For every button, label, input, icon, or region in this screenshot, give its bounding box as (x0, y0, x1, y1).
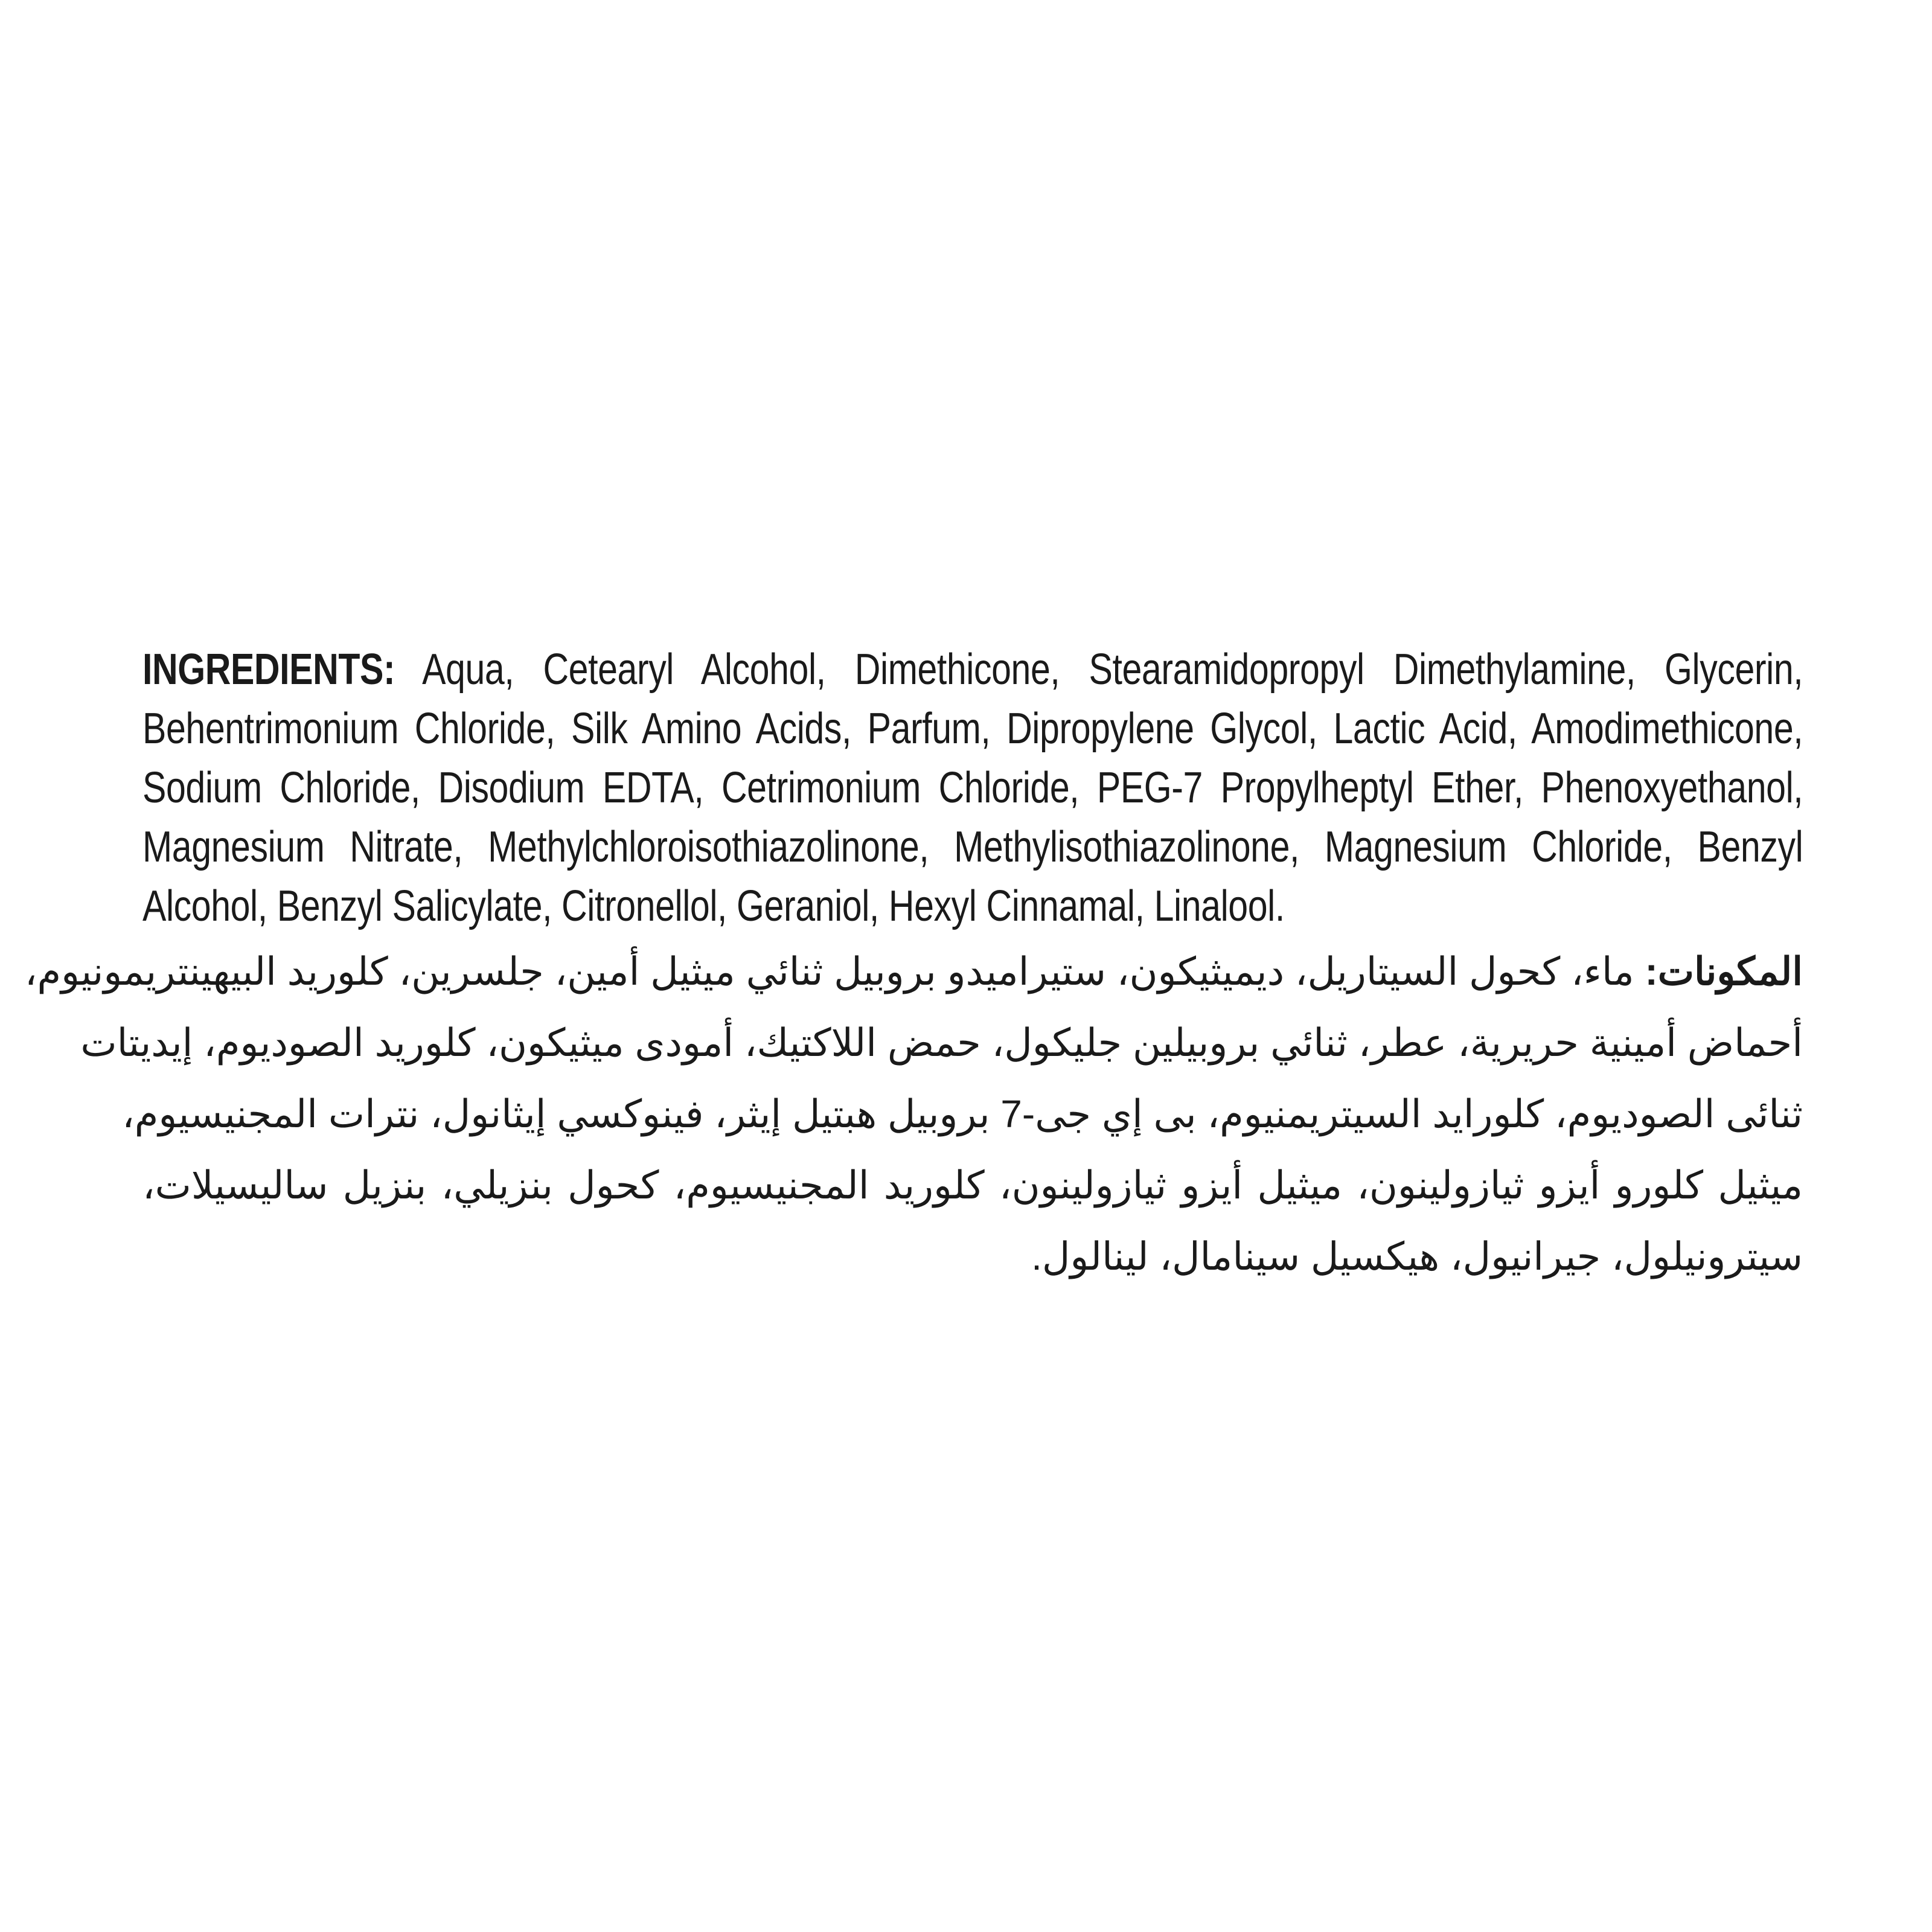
arabic-line-1-text: ماء، كحول السيتاريل، ديميثيكون، ستيراميدو بروبيل ثنائي ميثيل أمين، جلسرين، كلوريد البيهينتريمونيوم، (24, 950, 1645, 993)
arabic-line-5: سيترونيلول، جيرانيول، هيكسيل سينامال، لينالول. (1031, 1235, 1803, 1278)
english-line-3: Sodium Chloride, Disodium EDTA, Cetrimonium Chloride, PEG-7 Propylheptyl Ether, Phenoxyethanol, (142, 764, 1803, 812)
english-ingredients (142, 640, 1803, 936)
english-line-2: Behentrimonium Chloride, Silk Amino Acids, Parfum, Dipropylene Glycol, Lactic Acid, Amodimethicone, (142, 705, 1803, 753)
english-ingredients-label: INGREDIENTS: (142, 645, 395, 694)
english-line-5: Alcohol, Benzyl Salicylate, Citronellol, Geraniol, Hexyl Cinnamal, Linalool. (142, 882, 1285, 930)
ingredients-panel (24, 640, 1803, 1292)
arabic-line-1 (24, 936, 1803, 1007)
english-line-1 (142, 640, 1803, 699)
arabic-ingredients-label: المكونات: (1645, 950, 1803, 993)
arabic-line-4: ميثيل كلورو أيزو ثيازولينون، ميثيل أيزو ثيازولينون، كلوريد المجنيسيوم، كحول بنزيلي، بنزيل ساليسيلات، (142, 1163, 1803, 1207)
english-line-1-text: Aqua, Cetearyl Alcohol, Dimethicone, Stearamidopropyl Dimethylamine, Glycerin, (395, 645, 1803, 694)
arabic-line-2: أحماض أمينية حريرية، عطر، ثنائي بروبيلين جليكول، حمض اللاكتيك، أمودى ميثيكون، كلوريد الصوديوم، إيديتات (80, 1021, 1803, 1064)
english-line-4: Magnesium Nitrate, Methylchloroisothiazolinone, Methylisothiazolinone, Magnesium Chloride, Benzyl (142, 823, 1803, 871)
arabic-line-3: ثنائى الصوديوم، كلورايد السيتريمنيوم، بى إي جى-7 بروبيل هبتيل إيثر، فينوكسي إيثانول، نترات المجنيسيوم، (122, 1092, 1803, 1136)
arabic-ingredients (24, 936, 1803, 1292)
